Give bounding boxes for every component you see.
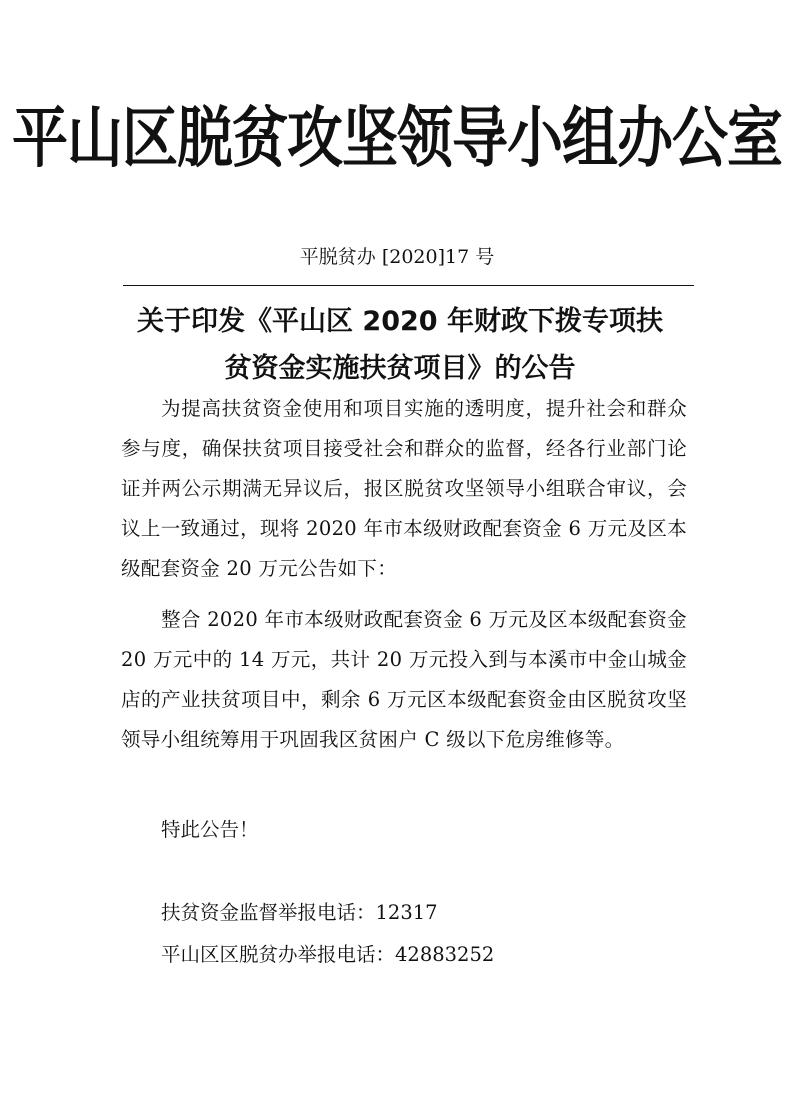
- closing-statement: 特此公告！: [161, 818, 259, 841]
- body-paragraph-1: 为提高扶贫资金使用和项目实施的透明度，提升社会和群众参与度，确保扶贫项目接受社会和群众的监督，经各行业部门论证并两公示期满无异议后，报区脱贫攻坚领导小组联合审议，会议上一致通过，现将 2020 年市本级财政配套资金 6 万元及区本级配套资金 20 万元公告如下：: [121, 397, 687, 580]
- issuer-heading: 平山区脱贫攻坚领导小组办公室: [12, 100, 782, 177]
- notice-title-line-2: 贫资金实施扶贫项目》的公告: [224, 353, 576, 384]
- body-paragraph-2: 整合 2020 年市本级财政配套资金 6 万元及区本级配套资金 20 万元中的 14 万元，共计 20 万元投入到与本溪市中金山城金店的产业扶贫项目中，剩余 6 万元区本级配套资金由区脱贫攻坚领导小组统筹用于巩固我区贫困户 C 级以下危房维修等。: [121, 608, 687, 751]
- header-divider: [123, 285, 694, 286]
- supervision-hotline: 扶贫资金监督举报电话：12317: [161, 901, 438, 924]
- document-number: 平脱贫办 [2020]17 号: [299, 246, 495, 268]
- notice-title: [110, 298, 690, 392]
- notice-title-line-1: 关于印发《平山区 2020 年财政下拨专项扶: [137, 306, 663, 337]
- office-hotline: 平山区区脱贫办举报电话：42883252: [161, 943, 495, 966]
